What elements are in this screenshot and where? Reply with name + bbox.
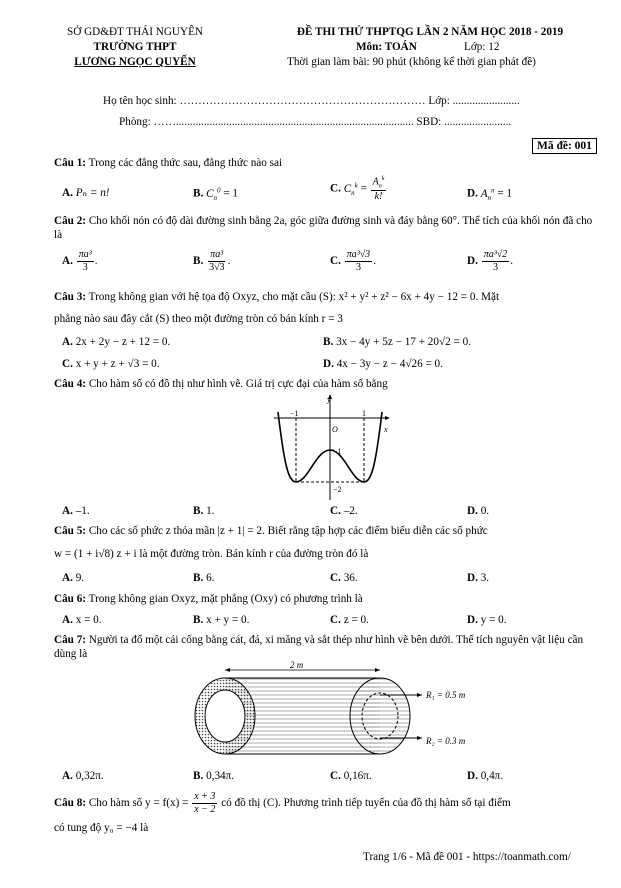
q5-option-b: B. 6. bbox=[193, 572, 215, 584]
q7-pipe-figure bbox=[180, 658, 490, 760]
graph-tick-1-x: 1 bbox=[362, 409, 366, 418]
graph-origin-label: O bbox=[332, 425, 338, 434]
q7-option-b: B. 0,34π. bbox=[193, 770, 235, 782]
q7-option-c: C. 0,16π. bbox=[330, 770, 372, 782]
q2-option-a: A. $\frac{\text{πa³}}{3}$ . bbox=[62, 249, 98, 273]
q6-stem: Câu 6: Trong không gian Oxyz, mặt phẳng (Oxy) có phương trình là bbox=[54, 593, 363, 605]
q6-option-b: B. x + y = 0. bbox=[193, 614, 250, 626]
page-footer: Trang 1/6 - Mã đề 001 - https://toanmath.com/ bbox=[363, 851, 571, 863]
q3-stem-1: Câu 3: Trong không gian với hệ tọa độ Oxyz, cho mặt cầu (S): x² + y² + z² − 6x + 4y − 12 = 0. Mặt bbox=[54, 291, 500, 303]
q1-option-b: B. $C_n^0 = 1$ bbox=[193, 186, 239, 202]
pipe-r2-label: R₂ = 0.3 m bbox=[426, 736, 466, 746]
q5-stem-2: w = (1 + i√8) z + i là một đường tròn. Bán kính r của đường tròn đó là bbox=[54, 548, 369, 560]
q3-option-d: D. 4x − 3y − z − 4√26 = 0. bbox=[323, 358, 443, 370]
q4-option-c: C. –2. bbox=[330, 505, 358, 517]
q4-option-a: A. –1. bbox=[62, 505, 90, 517]
q2-stem: Câu 2: Cho khối nón có độ dài đường sinh bằng 2a, góc giữa đường sinh và đáy bằng 60°. Thể tích của khối nón đã cho là bbox=[54, 215, 593, 241]
q5-stem-1: Câu 5: Cho các số phức z thỏa mãn |z + 1| = 2. Biết rằng tập hợp các điểm biểu diễn các số phức bbox=[54, 525, 488, 537]
q5-option-c: C. 36. bbox=[330, 572, 358, 584]
graph-y-label: y bbox=[327, 395, 331, 404]
q5-option-a: A. 9. bbox=[62, 572, 85, 584]
exam-title: ĐỀ THI THỬ THPTQG LẦN 2 NĂM HỌC 2018 - 2019 bbox=[296, 26, 564, 38]
q3-option-a: A. 2x + 2y − z + 12 = 0. bbox=[62, 336, 171, 348]
exam-code-box: Mã đề: 001 bbox=[532, 138, 597, 154]
q6-option-d: D. y = 0. bbox=[467, 614, 507, 626]
dept-name: SỞ GD&ĐT THÁI NGUYÊN bbox=[66, 26, 203, 38]
graph-tick-minus2-y: −2 bbox=[333, 485, 342, 494]
q1-option-d: D. $A_n^n = 1$ bbox=[467, 186, 513, 202]
time-label: Thời gian làm bài: 90 phút (không kể thời gian phát đề) bbox=[287, 56, 536, 68]
q4-option-d: D. 0. bbox=[467, 505, 490, 517]
q1-option-a: A. Pₙ = n! bbox=[62, 187, 110, 199]
q4-option-b: B. 1. bbox=[193, 505, 215, 517]
q5-option-d: D. 3. bbox=[467, 572, 490, 584]
q3-option-b: B. 3x − 4y + 5z − 17 + 20√2 = 0. bbox=[323, 336, 472, 348]
q2-option-c: C. $\frac{\text{πa³√3}}{3}$ . bbox=[330, 249, 376, 273]
graph-tick-minus1-x: −1 bbox=[290, 409, 299, 418]
q8-stem-2: có tung độ y₀ = −4 là bbox=[54, 822, 149, 834]
q6-option-c: C. z = 0. bbox=[330, 614, 369, 626]
school-line-2: LƯƠNG NGỌC QUYẾN bbox=[74, 56, 196, 68]
q7-option-d: D. 0,4π. bbox=[467, 770, 504, 782]
q6-option-a: A. x = 0. bbox=[62, 614, 102, 626]
pipe-r1-label: R₁ = 0.5 m bbox=[426, 690, 466, 700]
q7-option-a: A. 0,32π. bbox=[62, 770, 104, 782]
graph-tick-minus1-y: −1 bbox=[333, 447, 342, 456]
pipe-length-label: 2 m bbox=[290, 660, 304, 670]
q1-stem: Câu 1: Trong các đẳng thức sau, đẳng thức nào sai bbox=[54, 157, 283, 169]
q1-option-c: C. $C_n^k$ = $\frac{A_n^k}{k!}$ bbox=[330, 176, 385, 203]
school-line-1: TRƯỜNG THPT bbox=[93, 41, 177, 53]
q2-option-d: D. $\frac{\text{πa³√2}}{3}$ . bbox=[467, 249, 513, 273]
grade-label: Lớp: 12 bbox=[464, 41, 500, 53]
q7-stem: Câu 7: Người ta đổ một cái cống bằng cát, đá, xi măng và sắt thép như hình vẽ bên dưới. Thể tích nguyên vật liệu cần dùng là bbox=[54, 634, 584, 660]
student-room-line: Phòng: ……..................................................................................... SBD: ........................ bbox=[119, 116, 512, 128]
q2-option-b: B. $\frac{\text{πa³}}{3√3}$ . bbox=[193, 249, 231, 273]
student-name-line: Họ tên học sinh: ………………………………………………………… Lớp: ........................ bbox=[103, 95, 520, 107]
q4-function-graph bbox=[272, 392, 392, 502]
q3-stem-2: phẳng nào sau đây cắt (S) theo một đường tròn có bán kính r = 3 bbox=[54, 313, 343, 325]
q4-stem: Câu 4: Cho hàm số có đồ thị như hình vẽ. Giá trị cực đại của hàm số bằng bbox=[54, 378, 388, 390]
q8-stem-1: Câu 8: Cho hàm số y = f(x) = $\frac{x + 3}{x - 2}$ có đồ thị (C). Phương trình tiếp tuyến của đồ thị hàm số tại điểm bbox=[54, 791, 511, 815]
q3-option-c: C. x + y + z + √3 = 0. bbox=[62, 358, 160, 370]
subject-label: Môn: TOÁN bbox=[356, 41, 417, 53]
graph-x-label: x bbox=[384, 425, 388, 434]
